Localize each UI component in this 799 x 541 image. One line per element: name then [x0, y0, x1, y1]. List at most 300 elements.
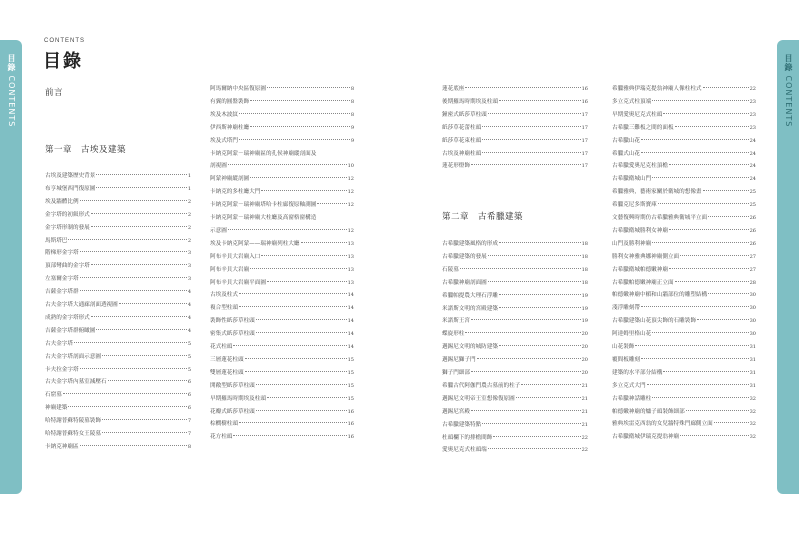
- toc-entry[interactable]: [45, 210, 191, 220]
- dot-leader: [652, 242, 748, 243]
- toc-entry-title: 希臘雅典，藝術家關於衛城的想像畫: [612, 189, 702, 196]
- toc-entry-title: 紙莎草花蕾柱頭: [442, 124, 482, 131]
- dot-leader: [80, 200, 187, 201]
- toc-entry[interactable]: [442, 278, 588, 288]
- toc-entry[interactable]: [45, 248, 191, 258]
- toc-entry-title: 金字塔的初級形式: [45, 211, 90, 218]
- toc-entry-page: 30: [749, 305, 756, 312]
- dot-leader: [488, 281, 581, 282]
- toc-entry[interactable]: [210, 419, 354, 429]
- toc-entry[interactable]: [210, 432, 354, 442]
- toc-entry[interactable]: [210, 252, 354, 262]
- dot-leader: [714, 422, 749, 423]
- dot-leader: [488, 255, 581, 256]
- dot-leader: [250, 177, 346, 178]
- dot-leader: [239, 293, 347, 294]
- dot-leader: [119, 303, 187, 304]
- dot-leader: [91, 264, 187, 265]
- toc-entry[interactable]: [45, 197, 191, 207]
- toc-entry-title: 蝶旋形柱: [442, 331, 465, 338]
- toc-entry[interactable]: [612, 329, 756, 339]
- toc-entry-title: 馬斯塔巴: [45, 237, 68, 244]
- toc-entry-title: 希臘雅典伊瑞克提翁神廟人像柱柱式: [612, 86, 702, 92]
- toc-entry[interactable]: [612, 174, 756, 184]
- toc-entry[interactable]: [210, 316, 354, 326]
- toc-entry-title: 複合型柱頭: [210, 305, 238, 312]
- toc-entry[interactable]: [210, 368, 354, 378]
- dot-leader: [482, 139, 580, 140]
- toc-entry[interactable]: [612, 200, 756, 210]
- dot-leader: [499, 100, 581, 101]
- toc-entry-title: 三層蓮花柱頭: [210, 356, 244, 363]
- toc-entry[interactable]: [210, 290, 354, 300]
- toc-entry-title: 希臘古代阿伽門農古墓前的柱子: [442, 382, 521, 389]
- toc-entry[interactable]: [612, 316, 756, 326]
- toc-entry-page: 17: [581, 124, 588, 131]
- dot-leader: [80, 368, 187, 369]
- toc-entry-title: 埃及卡納克阿蒙——瑞神廟列柱大廳: [210, 240, 300, 247]
- dot-leader: [465, 87, 580, 88]
- toc-entry-title: 階梯形金字塔: [45, 250, 79, 257]
- toc-entry-page: 15: [347, 356, 354, 363]
- toc-entry-title: 古埃及建築歷史背景: [45, 173, 96, 179]
- dot-leader: [68, 239, 186, 240]
- toc-entry-page: 3: [187, 263, 191, 270]
- dot-leader: [256, 319, 347, 320]
- toc-entry-page: 22: [581, 447, 588, 454]
- toc-entry[interactable]: [210, 123, 354, 133]
- dot-leader: [102, 355, 187, 356]
- toc-entry[interactable]: [45, 352, 191, 362]
- toc-entry[interactable]: [210, 136, 354, 146]
- toc-entry[interactable]: [45, 365, 191, 375]
- toc-entry[interactable]: [210, 342, 354, 352]
- toc-entry[interactable]: [210, 303, 354, 313]
- toc-entry[interactable]: [45, 300, 191, 310]
- dot-leader: [471, 371, 581, 372]
- toc-entry-page: 8: [350, 111, 354, 118]
- toc-entry-title: 古夫金字塔剖面示意圖: [45, 353, 101, 360]
- toc-entry-title: 古希臘建築山花頂尖飾的石雕裝飾: [612, 318, 696, 325]
- toc-entry[interactable]: [210, 200, 354, 210]
- dot-leader: [91, 316, 187, 317]
- dot-leader: [703, 190, 749, 191]
- toc-entry[interactable]: [442, 342, 588, 352]
- toc-entry-title: 帕德嫩神廟的爐子頭裝飾細部: [612, 408, 685, 415]
- toc-entry[interactable]: [45, 442, 191, 452]
- toc-entry-title: 卡納克神廟區: [45, 443, 79, 450]
- dot-leader: [74, 342, 187, 343]
- toc-entry[interactable]: [442, 239, 588, 249]
- toc-entry-title: 古埃及柱式: [210, 292, 238, 299]
- toc-entry[interactable]: [442, 355, 588, 365]
- dot-leader: [641, 139, 749, 140]
- toc-entry[interactable]: [442, 420, 588, 430]
- toc-entry-title: 剖視圖: [210, 163, 227, 170]
- dot-leader: [482, 423, 580, 424]
- dot-leader: [652, 332, 748, 333]
- toc-entry-title: 古希臘山花: [612, 137, 640, 144]
- toc-entry-title: 希臘帕提農大理石浮雕: [442, 292, 498, 299]
- toc-entry-page: 6: [187, 405, 191, 412]
- toc-entry[interactable]: [45, 171, 191, 181]
- toc-entry-page: 24: [749, 176, 756, 183]
- dot-leader: [482, 126, 580, 127]
- toc-entry[interactable]: [210, 187, 354, 197]
- toc-entry[interactable]: [442, 136, 588, 146]
- toc-entry-title: 卡納克阿蒙－瑞神廟大柱廳及高窗格窗構造: [210, 215, 317, 221]
- dot-leader: [228, 164, 347, 165]
- toc-entry-page: 13: [347, 266, 354, 273]
- toc-entry-title: 後期羅馬時期埃及柱頭: [442, 98, 498, 105]
- toc-entry-page: 26: [749, 215, 756, 221]
- toc-entry[interactable]: [45, 326, 191, 336]
- toc-entry[interactable]: [45, 287, 191, 297]
- toc-entry-page: 26: [749, 240, 756, 247]
- toc-entry-title: 古夫金字塔內墓室減壓石: [45, 379, 107, 386]
- toc-entry-title: 古夫金字塔: [45, 340, 73, 347]
- dot-leader: [697, 319, 749, 320]
- toc-entry[interactable]: [612, 432, 756, 442]
- toc-entry-page: 12: [347, 176, 354, 183]
- toc-entry[interactable]: [612, 407, 756, 417]
- toc-entry[interactable]: [210, 84, 354, 94]
- toc-entry-title: 古希臘三難板之間的面板: [612, 124, 674, 131]
- toc-entry[interactable]: [45, 416, 191, 426]
- toc-entry[interactable]: [442, 394, 588, 404]
- toc-entry[interactable]: [45, 390, 191, 400]
- right-side-tab-label: [777, 54, 799, 127]
- dot-leader: [68, 406, 186, 407]
- dot-leader: [239, 113, 350, 114]
- toc-heading: 第二章 古希臘建築: [442, 212, 524, 222]
- toc-entry[interactable]: [612, 265, 756, 275]
- toc-entry[interactable]: [612, 303, 756, 313]
- toc-entry-title: 頂部彎曲的金字塔: [45, 263, 90, 270]
- right-tab-cn: 目錄: [784, 54, 793, 72]
- toc-entry[interactable]: [612, 149, 756, 159]
- toc-entry[interactable]: [210, 394, 354, 404]
- toc-entry-title: 古希臘神話雕柱: [612, 395, 652, 402]
- toc-entry-page: 8: [350, 86, 354, 92]
- dot-leader: [499, 242, 581, 243]
- dot-leader: [669, 164, 749, 165]
- toc-entry[interactable]: [612, 161, 756, 171]
- dot-leader: [96, 174, 186, 175]
- toc-entry-title: 希臘式山花: [612, 150, 640, 157]
- toc-entry-title: 伊西斯神廟柱廳: [210, 124, 250, 131]
- dot-leader: [647, 384, 749, 385]
- toc-entry-page: 24: [749, 137, 756, 144]
- dot-leader: [239, 422, 347, 423]
- toc-entry-page: 5: [187, 340, 191, 347]
- toc-entry-page: 23: [749, 98, 756, 105]
- toc-entry-page: 4: [187, 314, 191, 321]
- toc-entry-page: 25: [749, 202, 756, 209]
- toc-entry-page: 2: [187, 224, 191, 231]
- toc-entry-page: 15: [347, 369, 354, 376]
- toc-entry-page: 24: [749, 163, 756, 170]
- toc-entry[interactable]: [45, 339, 191, 349]
- toc-entry-page: 20: [581, 370, 588, 376]
- dot-leader: [652, 397, 748, 398]
- toc-entry[interactable]: [210, 149, 354, 159]
- dot-leader: [471, 319, 581, 320]
- toc-entry[interactable]: [45, 184, 191, 194]
- toc-entry[interactable]: [612, 110, 756, 120]
- toc-entry[interactable]: [442, 329, 588, 339]
- toc-entry-page: 2: [187, 198, 191, 205]
- toc-entry[interactable]: [210, 381, 354, 391]
- toc-entry-page: 15: [347, 395, 354, 402]
- toc-entry[interactable]: [210, 161, 354, 171]
- toc-entry-title: 阿馬爾納中央區復原圖: [210, 86, 266, 92]
- toc-entry-page: 13: [347, 253, 354, 260]
- toc-entry-page: 12: [347, 189, 354, 196]
- dot-leader: [488, 448, 581, 449]
- toc-entry[interactable]: [210, 213, 354, 223]
- dot-leader: [239, 139, 350, 140]
- toc-entry[interactable]: [442, 368, 588, 378]
- toc-entry[interactable]: [612, 342, 756, 352]
- toc-entry[interactable]: [612, 368, 756, 378]
- toc-entry-title: 古希臘建築的發展: [442, 253, 487, 260]
- toc-entry[interactable]: [210, 174, 354, 184]
- toc-entry[interactable]: [612, 97, 756, 107]
- dot-leader: [669, 229, 749, 230]
- toc-entry[interactable]: [210, 265, 354, 275]
- toc-entry-page: 27: [749, 253, 756, 260]
- toc-entry[interactable]: [45, 429, 191, 439]
- toc-entry-page: 16: [347, 434, 354, 441]
- toc-entry-page: 16: [581, 98, 588, 105]
- toc-entry[interactable]: [210, 329, 354, 339]
- toc-entry-title: 蓮花形燈飾: [442, 163, 470, 170]
- toc-entry[interactable]: [612, 239, 756, 249]
- toc-entry-page: 13: [347, 279, 354, 286]
- toc-entry-title: 建築的水平部分結構: [612, 369, 663, 376]
- toc-entry-title: 阿布辛貝大岩廟入口: [210, 253, 261, 260]
- toc-entry[interactable]: [210, 407, 354, 417]
- toc-entry-title: 石陵墓: [442, 266, 459, 273]
- dot-leader: [80, 290, 187, 291]
- dot-leader: [228, 229, 347, 230]
- toc-entry-title: 獅子門細部: [442, 370, 470, 376]
- toc-entry[interactable]: [612, 419, 756, 429]
- dot-leader: [499, 345, 581, 346]
- toc-entry-title: 早期愛奧尼克式柱頭: [612, 111, 663, 118]
- toc-entry-page: 26: [749, 227, 756, 234]
- toc-entry[interactable]: [612, 213, 756, 223]
- toc-entry-title: 帕德嫩神廟中楣和山牆部位的雕塑結構: [612, 292, 708, 299]
- toc-entry-title: 淺浮雕刻帶: [612, 305, 640, 312]
- toc-entry[interactable]: [442, 316, 588, 326]
- toc-entry[interactable]: [442, 161, 588, 171]
- toc-entry-title: 邁錫尼文明的城防建築: [442, 344, 498, 351]
- dot-leader: [708, 293, 749, 294]
- toc-entry[interactable]: [612, 226, 756, 236]
- dot-leader: [703, 87, 749, 88]
- toc-entry-title: 古夫金字塔大通廊剖面透視圖: [45, 302, 118, 308]
- dot-leader: [641, 306, 749, 307]
- toc-entry[interactable]: [210, 110, 354, 120]
- toc-entry-title: 文藝復興時期仿古希臘雅典衛城平立面: [612, 215, 708, 221]
- left-tab-en: CONTENTS: [7, 75, 16, 128]
- toc-entry[interactable]: [45, 274, 191, 284]
- toc-entry[interactable]: [442, 291, 588, 301]
- toc-entry-page: 14: [347, 331, 354, 338]
- toc-entry-page: 2: [187, 211, 191, 218]
- dot-leader: [245, 358, 347, 359]
- toc-entry-page: 21: [581, 382, 588, 389]
- toc-entry-page: 18: [581, 241, 588, 247]
- toc-entry[interactable]: [612, 123, 756, 133]
- toc-entry-title: 米諾斯文明的宮殿建築: [442, 305, 498, 312]
- toc-entry-page: 9: [350, 124, 354, 131]
- dot-leader: [108, 380, 187, 381]
- toc-entry-title: 埃及木波紋: [210, 111, 238, 118]
- toc-entry-page: 3: [187, 276, 191, 283]
- toc-entry-page: 22: [749, 86, 756, 92]
- dot-leader: [267, 397, 347, 398]
- toc-entry-page: 14: [347, 344, 354, 350]
- toc-entry[interactable]: [442, 84, 588, 94]
- dot-leader: [317, 203, 346, 204]
- dot-leader: [245, 371, 347, 372]
- toc-entry-page: 6: [187, 379, 191, 386]
- toc-entry-title: 早期羅馬時期埃及柱頭: [210, 395, 266, 402]
- toc-entry-title: 卡夫拉金字塔: [45, 366, 79, 373]
- toc-entry-page: 7: [187, 418, 191, 425]
- toc-entry[interactable]: [442, 304, 588, 314]
- toc-entry-title: 邁錫尼獅子門: [442, 357, 476, 364]
- toc-entry-title: 阿布辛貝大岩廟平面圖: [210, 279, 266, 286]
- toc-entry-title: 神廟建築: [45, 405, 68, 412]
- toc-entry-page: 16: [347, 408, 354, 415]
- toc-entry-title: 吉薩金字塔群: [45, 289, 79, 296]
- toc-entry[interactable]: [612, 187, 756, 197]
- toc-entry-page: 27: [749, 266, 756, 273]
- toc-entry[interactable]: [210, 239, 354, 249]
- toc-entry[interactable]: [612, 84, 756, 94]
- toc-entry-page: 32: [749, 434, 756, 441]
- toc-entry[interactable]: [210, 226, 354, 236]
- toc-entry[interactable]: [442, 110, 588, 120]
- toc-entry-title: 古希臘衛城帕德嫩神廟: [612, 266, 668, 273]
- dot-leader: [250, 268, 346, 269]
- toc-entry[interactable]: [210, 97, 354, 107]
- toc-entry[interactable]: [612, 252, 756, 262]
- dot-leader: [499, 307, 581, 308]
- toc-entry-title: 古希臘建築風格的形成: [442, 241, 498, 247]
- toc-entry-page: 17: [581, 150, 588, 157]
- toc-entry[interactable]: [442, 381, 588, 391]
- toc-entry[interactable]: [442, 149, 588, 159]
- toc-entry[interactable]: [45, 403, 191, 413]
- toc-entry[interactable]: [612, 394, 756, 404]
- toc-entry-title: 卡納克阿蒙－瑞神廟區的孔侯神廟縱剖面及: [210, 150, 317, 157]
- toc-entry[interactable]: [612, 381, 756, 391]
- dot-leader: [250, 100, 350, 101]
- toc-entry-title: 米諾斯王宮: [442, 318, 470, 325]
- toc-entry-page: 17: [581, 137, 588, 144]
- toc-entry[interactable]: [442, 97, 588, 107]
- dot-leader: [256, 410, 347, 411]
- toc-entry[interactable]: [45, 377, 191, 387]
- toc-entry-title: 紙莎草花束柱頭: [442, 137, 482, 144]
- toc-entry-title: 卡納克阿蒙－瑞神廟塔哈卡柱廊復原軸測圖: [210, 202, 317, 209]
- toc-entry[interactable]: [210, 278, 354, 288]
- toc-entry[interactable]: [612, 355, 756, 365]
- toc-entry-page: 19: [581, 305, 588, 312]
- left-side-tab: [0, 40, 22, 494]
- toc-entry[interactable]: [45, 313, 191, 323]
- toc-entry-title: 花式柱頭: [210, 344, 233, 350]
- toc-entry-page: 20: [581, 331, 588, 338]
- dot-leader: [516, 397, 581, 398]
- toc-entry[interactable]: [45, 223, 191, 233]
- toc-entry-page: 20: [581, 357, 588, 364]
- dot-leader: [102, 432, 187, 433]
- toc-entry-page: 20: [581, 344, 588, 351]
- page-title: 目錄: [43, 51, 83, 72]
- toc-entry[interactable]: [612, 278, 756, 288]
- toc-entry[interactable]: [442, 252, 588, 262]
- toc-entry-page: 5: [187, 366, 191, 373]
- dot-leader: [80, 445, 187, 446]
- toc-entry[interactable]: [45, 236, 191, 246]
- toc-entry-title: 山門及勝利神廟: [612, 240, 652, 247]
- toc-entry-page: 30: [749, 318, 756, 325]
- dot-leader: [652, 100, 748, 101]
- toc-entry[interactable]: [442, 123, 588, 133]
- toc-entry-page: 8: [187, 443, 191, 450]
- toc-entry-title: 多立克式柱頂端: [612, 98, 652, 105]
- dot-leader: [80, 277, 187, 278]
- toc-entry[interactable]: [612, 136, 756, 146]
- dot-leader: [233, 345, 346, 346]
- toc-entry-title: 裝飾性紙莎草柱頭: [210, 318, 255, 325]
- toc-entry[interactable]: [442, 433, 588, 443]
- toc-entry[interactable]: [442, 445, 588, 455]
- toc-entry-title: 勝利女神雅典娜神廟側立面: [612, 253, 680, 260]
- dot-leader: [488, 113, 581, 114]
- toc-entry[interactable]: [45, 261, 191, 271]
- toc-entry-page: 21: [581, 421, 588, 428]
- toc-entry-title: 愛奧尼克式柱頭端: [442, 447, 487, 454]
- toc-entry-page: 10: [347, 163, 354, 170]
- toc-entry-title: 左塞爾金字塔: [45, 276, 79, 283]
- toc-entry-page: 30: [749, 331, 756, 338]
- toc-entry-page: 18: [581, 253, 588, 260]
- toc-entry-page: 6: [187, 392, 191, 399]
- toc-entry[interactable]: [442, 265, 588, 275]
- dot-leader: [641, 152, 749, 153]
- toc-entry-title: 棕櫚樹柱頭: [210, 421, 238, 428]
- toc-entry-page: 23: [749, 111, 756, 118]
- toc-entry-title: 成熟的金字塔形式: [45, 314, 90, 321]
- dot-leader: [680, 255, 748, 256]
- toc-entry[interactable]: [442, 407, 588, 417]
- toc-entry[interactable]: [612, 290, 756, 300]
- dot-leader: [675, 281, 749, 282]
- toc-entry[interactable]: [210, 355, 354, 365]
- dot-leader: [301, 242, 347, 243]
- toc-entry-title: 示意圖: [210, 227, 227, 234]
- toc-entry-page: 24: [749, 150, 756, 157]
- dot-leader: [482, 152, 580, 153]
- toc-entry-title: 古希臘神廟剖面圖: [442, 279, 487, 286]
